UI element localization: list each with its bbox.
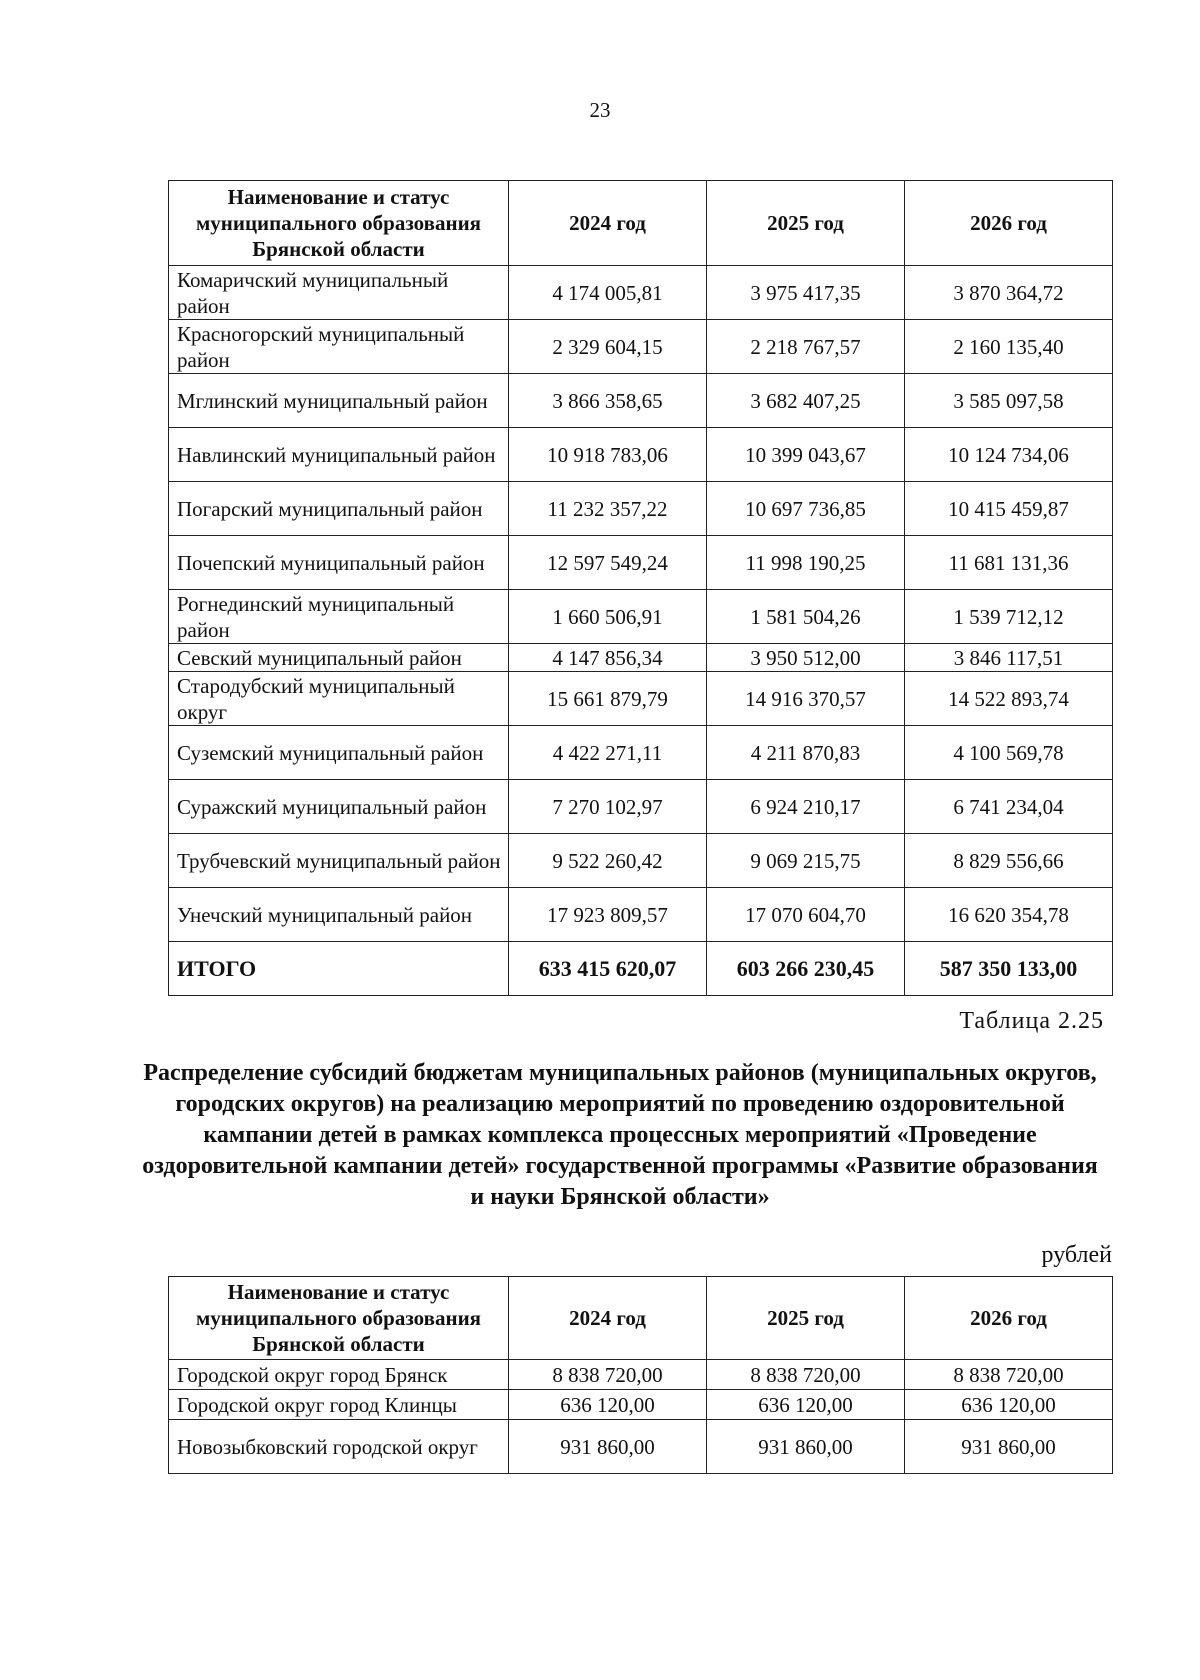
total-row [169,942,1113,996]
value-2026-cell: 14 522 893,74 [905,672,1113,726]
table-row [169,266,1113,320]
name-cell: Севский муниципальный район [169,644,509,672]
value-2026-cell: 8 838 720,00 [905,1360,1113,1390]
value-2024-cell: 12 597 549,24 [509,536,707,590]
total-2026: 587 350 133,00 [905,942,1113,996]
name-cell: Унечский муниципальный район [169,888,509,942]
table-row [169,374,1113,428]
value-2025-cell: 931 860,00 [707,1420,905,1474]
value-2025-cell: 10 399 043,67 [707,428,905,482]
value-2024-cell: 15 661 879,79 [509,672,707,726]
value-2026-cell: 4 100 569,78 [905,726,1113,780]
table-row [169,1390,1113,1420]
subsidy-table-2 [168,1276,1113,1474]
value-2024-cell: 11 232 357,22 [509,482,707,536]
value-2024-cell: 9 522 260,42 [509,834,707,888]
value-2025-cell: 3 682 407,25 [707,374,905,428]
value-2025-cell: 4 211 870,83 [707,726,905,780]
column-header-2025: 2025 год [707,1277,905,1360]
value-2025-cell: 1 581 504,26 [707,590,905,644]
table-row [169,320,1113,374]
table-row [169,888,1113,942]
value-2025-cell: 3 975 417,35 [707,266,905,320]
value-2026-cell: 3 585 097,58 [905,374,1113,428]
name-cell: Красногорский муниципальный район [169,320,509,374]
table-row [169,590,1113,644]
name-cell: Городской округ город Брянск [169,1360,509,1390]
value-2026-cell: 10 415 459,87 [905,482,1113,536]
value-2026-cell: 8 829 556,66 [905,834,1113,888]
value-2025-cell: 6 924 210,17 [707,780,905,834]
value-2024-cell: 4 422 271,11 [509,726,707,780]
table-row [169,482,1113,536]
column-header-name: Наименование и статус муниципального образования Брянской области [169,181,509,266]
table-row [169,726,1113,780]
name-cell: Суражский муниципальный район [169,780,509,834]
name-cell: Навлинский муниципальный район [169,428,509,482]
column-header-2026: 2026 год [905,1277,1113,1360]
name-cell: Стародубский муниципальный округ [169,672,509,726]
name-cell: Комаричский муниципальный район [169,266,509,320]
value-2025-cell: 11 998 190,25 [707,536,905,590]
total-2024: 633 415 620,07 [509,942,707,996]
table-row [169,834,1113,888]
value-2024-cell: 10 918 783,06 [509,428,707,482]
name-cell: Почепский муниципальный район [169,536,509,590]
value-2026-cell: 16 620 354,78 [905,888,1113,942]
value-2024-cell: 4 174 005,81 [509,266,707,320]
table-row [169,644,1113,672]
value-2024-cell: 931 860,00 [509,1420,707,1474]
table-title: Распределение субсидий бюджетам муниципальных районов (муниципальных округов, городских округов) на реализацию мероприятий по проведению оздоровительной кампании детей в рамках комплекса процессных мероприятий «Проведение оздоровительной кампании детей» государственной программы «Развитие образования и науки Брянской области» [142,1060,1098,1210]
value-2024-cell: 17 923 809,57 [509,888,707,942]
value-2024-cell: 3 866 358,65 [509,374,707,428]
name-cell: Погарский муниципальный район [169,482,509,536]
value-2024-cell: 636 120,00 [509,1390,707,1420]
value-2024-cell: 4 147 856,34 [509,644,707,672]
value-2026-cell: 3 870 364,72 [905,266,1113,320]
value-2025-cell: 10 697 736,85 [707,482,905,536]
subsidy-table-1 [168,180,1113,996]
value-2026-cell: 2 160 135,40 [905,320,1113,374]
name-cell: Новозыбковский городской округ [169,1420,509,1474]
table-label: Таблица 2.25 [959,1008,1104,1034]
value-2026-cell: 10 124 734,06 [905,428,1113,482]
total-2025: 603 266 230,45 [707,942,905,996]
name-cell: Рогнединский муниципальный район [169,590,509,644]
value-2026-cell: 931 860,00 [905,1420,1113,1474]
table-row [169,1420,1113,1474]
value-2025-cell: 17 070 604,70 [707,888,905,942]
value-2024-cell: 1 660 506,91 [509,590,707,644]
column-header-2024: 2024 год [509,181,707,266]
total-label: ИТОГО [169,942,509,996]
table-row [169,780,1113,834]
value-2024-cell: 8 838 720,00 [509,1360,707,1390]
table-row [169,1360,1113,1390]
name-cell: Трубчевский муниципальный район [169,834,509,888]
value-2025-cell: 3 950 512,00 [707,644,905,672]
value-2026-cell: 1 539 712,12 [905,590,1113,644]
value-2025-cell: 14 916 370,57 [707,672,905,726]
table-row [169,536,1113,590]
value-2026-cell: 11 681 131,36 [905,536,1113,590]
table-row [169,672,1113,726]
value-2026-cell: 6 741 234,04 [905,780,1113,834]
name-cell: Городской округ город Клинцы [169,1390,509,1420]
value-2025-cell: 2 218 767,57 [707,320,905,374]
unit-label: рублей [1041,1242,1112,1268]
name-cell: Мглинский муниципальный район [169,374,509,428]
column-header-2026: 2026 год [905,181,1113,266]
value-2025-cell: 636 120,00 [707,1390,905,1420]
value-2026-cell: 636 120,00 [905,1390,1113,1420]
table-header-row [169,181,1113,266]
value-2026-cell: 3 846 117,51 [905,644,1113,672]
value-2025-cell: 9 069 215,75 [707,834,905,888]
value-2025-cell: 8 838 720,00 [707,1360,905,1390]
column-header-name: Наименование и статус муниципального образования Брянской области [169,1277,509,1360]
table-row [169,428,1113,482]
value-2024-cell: 2 329 604,15 [509,320,707,374]
value-2024-cell: 7 270 102,97 [509,780,707,834]
column-header-2025: 2025 год [707,181,905,266]
name-cell: Суземский муниципальный район [169,726,509,780]
table-header-row [169,1277,1113,1360]
column-header-2024: 2024 год [509,1277,707,1360]
page-number: 23 [589,98,611,122]
